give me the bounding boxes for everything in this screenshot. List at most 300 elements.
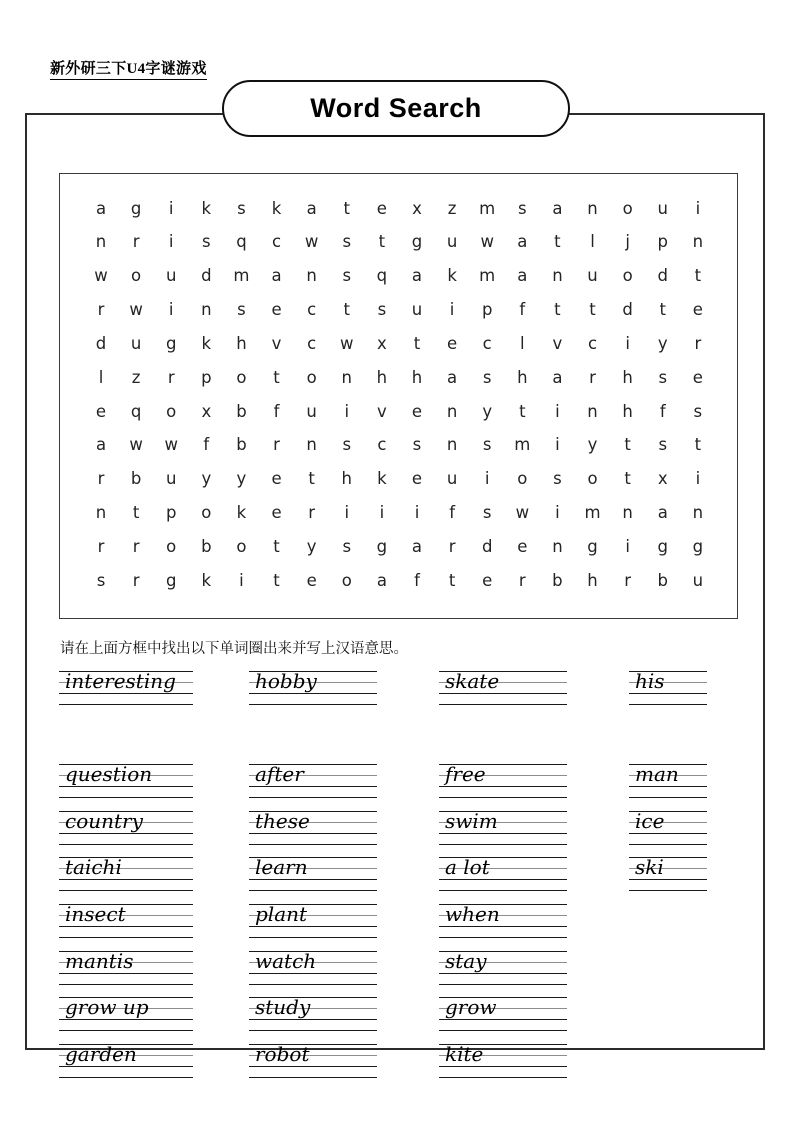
- grid-letter: n: [622, 503, 633, 523]
- grid-row: [90, 395, 709, 429]
- word-entry: when: [445, 901, 500, 926]
- grid-letter: x: [376, 333, 387, 353]
- grid-letter: k: [447, 266, 457, 286]
- grid-letter: h: [517, 367, 528, 387]
- grid-letter: e: [376, 198, 387, 218]
- word-entry: study: [255, 995, 311, 1020]
- letter-grid: [60, 174, 737, 618]
- grid-letter: i: [555, 401, 560, 421]
- word-entry: robot: [255, 1041, 310, 1066]
- grid-letter: f: [414, 570, 420, 590]
- grid-letter: i: [555, 435, 560, 455]
- grid-letter: a: [552, 367, 563, 387]
- word-slot-empty[interactable]: [629, 896, 707, 943]
- grid-letter: u: [587, 266, 598, 286]
- grid-letter: t: [694, 266, 702, 286]
- word-slot-empty[interactable]: [59, 710, 193, 757]
- grid-letter: t: [624, 469, 631, 489]
- grid-letter: f: [273, 401, 280, 421]
- grid-letter: s: [342, 536, 352, 556]
- word-slot[interactable]: [249, 756, 377, 803]
- word-slot[interactable]: [59, 1036, 193, 1083]
- word-slot[interactable]: [249, 989, 377, 1036]
- word-list: [59, 663, 749, 1082]
- grid-letter: e: [271, 469, 282, 489]
- grid-letter: o: [236, 367, 247, 387]
- grid-letter: b: [552, 570, 563, 590]
- grid-letter: i: [449, 300, 455, 320]
- grid-letter: n: [587, 401, 598, 421]
- grid-letter: i: [379, 503, 385, 523]
- grid-letter: s: [482, 435, 492, 455]
- grid-letter: t: [554, 300, 561, 320]
- grid-letter: r: [448, 536, 456, 556]
- grid-letter: s: [237, 300, 246, 320]
- grid-letter: p: [165, 503, 177, 523]
- word-column: [249, 663, 439, 1082]
- grid-letter: s: [412, 435, 422, 455]
- word-slot[interactable]: [629, 803, 707, 850]
- grid-letter: t: [659, 300, 666, 320]
- grid-row: [90, 226, 709, 260]
- word-slot-empty[interactable]: [439, 710, 567, 757]
- grid-letter: n: [552, 266, 563, 286]
- word-slot[interactable]: [59, 896, 193, 943]
- word-slot[interactable]: [249, 849, 377, 896]
- grid-letter: l: [98, 367, 104, 387]
- word-slot[interactable]: [249, 943, 377, 990]
- grid-letter: n: [95, 232, 107, 252]
- grid-row: [90, 293, 709, 327]
- word-entry: learn: [255, 855, 308, 880]
- grid-letter: n: [446, 401, 458, 421]
- grid-letter: e: [517, 536, 528, 556]
- grid-letter: n: [201, 300, 212, 320]
- word-entry: mantis: [65, 948, 134, 973]
- grid-letter: p: [657, 232, 668, 252]
- grid-letter: a: [411, 536, 423, 556]
- grid-letter: s: [202, 232, 211, 252]
- grid-letter: v: [271, 333, 282, 353]
- grid-letter: m: [233, 266, 250, 286]
- grid-letter: a: [447, 367, 458, 387]
- grid-letter: e: [482, 570, 493, 590]
- ruled-line: [59, 797, 193, 798]
- grid-letter: n: [306, 266, 317, 286]
- grid-letter: a: [517, 232, 528, 252]
- grid-letter: g: [587, 536, 598, 556]
- word-entry: ice: [635, 808, 665, 833]
- word-entry: garden: [65, 1041, 137, 1066]
- grid-letter: d: [95, 333, 107, 353]
- grid-row: [90, 192, 709, 226]
- grid-letter: t: [519, 401, 526, 421]
- grid-letter: k: [201, 333, 212, 353]
- grid-letter: s: [342, 266, 352, 286]
- grid-letter: r: [132, 570, 140, 590]
- grid-letter: r: [694, 333, 702, 353]
- grid-letter: h: [236, 333, 247, 353]
- grid-letter: k: [201, 570, 212, 590]
- grid-letter: u: [692, 570, 704, 590]
- ruled-line: [629, 890, 707, 891]
- grid-letter: t: [448, 570, 456, 590]
- grid-letter: w: [94, 266, 108, 286]
- grid-letter: r: [589, 367, 596, 387]
- grid-letter: s: [658, 367, 668, 387]
- grid-letter: e: [447, 333, 458, 353]
- word-column: [59, 663, 249, 1082]
- grid-letter: t: [624, 435, 631, 455]
- grid-letter: x: [201, 401, 212, 421]
- grid-letter: w: [164, 435, 178, 455]
- word-slot-empty[interactable]: [629, 989, 707, 1036]
- word-slot-empty[interactable]: [629, 943, 707, 990]
- grid-letter: s: [377, 300, 387, 320]
- grid-letter: x: [657, 469, 668, 489]
- grid-letter: a: [657, 503, 668, 523]
- word-entry: taichi: [65, 855, 122, 880]
- grid-letter: o: [306, 367, 317, 387]
- grid-letter: t: [694, 435, 702, 455]
- grid-letter: h: [622, 367, 633, 387]
- grid-letter: n: [692, 232, 704, 252]
- grid-letter: i: [625, 536, 630, 556]
- grid-letter: i: [695, 469, 701, 489]
- grid-letter: c: [587, 333, 598, 353]
- grid-letter: b: [236, 435, 247, 455]
- word-column: [629, 663, 749, 1082]
- grid-letter: i: [344, 401, 350, 421]
- grid-letter: n: [692, 503, 704, 523]
- grid-letter: y: [201, 469, 212, 489]
- grid-letter: n: [587, 198, 598, 218]
- ruled-line: [439, 704, 567, 705]
- grid-letter: t: [413, 333, 421, 353]
- grid-letter: y: [236, 469, 247, 489]
- grid-letter: r: [132, 232, 140, 252]
- grid-letter: k: [236, 503, 247, 523]
- grid-letter: r: [132, 536, 140, 556]
- grid-letter: d: [201, 266, 212, 286]
- grid-letter: r: [97, 469, 105, 489]
- grid-letter: p: [481, 300, 493, 320]
- word-entry: hobby: [255, 669, 317, 693]
- word-slot-empty[interactable]: [629, 710, 707, 757]
- grid-letter: c: [377, 435, 387, 455]
- grid-letter: d: [622, 300, 633, 320]
- grid-letter: t: [554, 232, 561, 252]
- worksheet-title-pill: [222, 80, 570, 137]
- ruled-line: [439, 1030, 567, 1031]
- grid-letter: n: [552, 536, 563, 556]
- grid-letter: e: [271, 503, 282, 523]
- grid-letter: h: [341, 469, 352, 489]
- grid-letter: t: [273, 536, 280, 556]
- grid-letter: g: [411, 232, 423, 252]
- word-slot-empty[interactable]: [249, 710, 377, 757]
- word-slot[interactable]: [249, 1036, 377, 1083]
- grid-letter: u: [306, 401, 317, 421]
- grid-letter: g: [165, 333, 177, 353]
- grid-row: [90, 496, 709, 530]
- word-slot[interactable]: [439, 849, 567, 896]
- grid-letter: i: [484, 469, 490, 489]
- grid-letter: s: [96, 570, 106, 590]
- grid-letter: s: [693, 401, 703, 421]
- grid-letter: t: [308, 469, 315, 489]
- grid-letter: q: [376, 266, 388, 286]
- grid-letter: r: [97, 536, 105, 556]
- ruled-line: [59, 844, 193, 845]
- ruled-line: [249, 937, 377, 938]
- ruled-line: [439, 844, 567, 845]
- grid-letter: y: [482, 401, 493, 421]
- grid-letter: i: [695, 198, 701, 218]
- grid-letter: w: [340, 333, 354, 353]
- grid-letter: e: [692, 367, 703, 387]
- word-slot[interactable]: [439, 896, 567, 943]
- ruled-line: [249, 890, 377, 891]
- ruled-line: [249, 984, 377, 985]
- word-entry: after: [255, 762, 304, 787]
- grid-letter: a: [517, 266, 528, 286]
- grid-letter: b: [130, 469, 142, 489]
- grid-letter: d: [657, 266, 668, 286]
- word-entry: interesting: [65, 669, 176, 693]
- grid-letter: i: [239, 570, 244, 590]
- ruled-line: [249, 704, 377, 705]
- grid-letter: o: [622, 266, 633, 286]
- grid-letter: k: [271, 198, 282, 218]
- grid-letter: q: [236, 232, 247, 252]
- grid-letter: f: [203, 435, 210, 455]
- grid-letter: c: [307, 300, 317, 320]
- grid-letter: w: [515, 503, 530, 523]
- grid-letter: m: [479, 266, 496, 286]
- grid-row: [90, 429, 709, 463]
- grid-letter: e: [411, 401, 423, 421]
- word-entry: these: [255, 808, 310, 833]
- grid-letter: r: [518, 570, 526, 590]
- word-slot[interactable]: [439, 943, 567, 990]
- ruled-line: [439, 937, 567, 938]
- grid-letter: e: [692, 300, 703, 320]
- ruled-line: [629, 797, 707, 798]
- word-entry: man: [635, 762, 679, 787]
- grid-letter: a: [376, 570, 387, 590]
- document-heading: 新外研三下U4字谜游戏: [50, 57, 207, 80]
- grid-letter: h: [622, 401, 633, 421]
- grid-letter: s: [342, 435, 352, 455]
- word-slot[interactable]: [439, 1036, 567, 1083]
- grid-letter: u: [657, 198, 668, 218]
- word-entry: free: [445, 762, 486, 787]
- grid-letter: o: [622, 198, 633, 218]
- grid-letter: i: [414, 503, 420, 523]
- grid-letter: g: [376, 536, 388, 556]
- word-slot[interactable]: [629, 849, 707, 896]
- word-column: [439, 663, 629, 1082]
- grid-letter: t: [343, 198, 350, 218]
- word-slot[interactable]: [249, 663, 377, 710]
- ruled-line: [249, 1030, 377, 1031]
- grid-letter: a: [411, 266, 423, 286]
- grid-letter: d: [481, 536, 493, 556]
- grid-letter: o: [341, 570, 352, 590]
- grid-letter: c: [272, 232, 282, 252]
- word-slot[interactable]: [249, 803, 377, 850]
- grid-row: [90, 361, 709, 395]
- grid-letter: u: [411, 300, 423, 320]
- word-entry: question: [65, 762, 153, 787]
- grid-row: [90, 327, 709, 361]
- grid-letter: o: [131, 266, 142, 286]
- grid-letter: i: [168, 198, 174, 218]
- grid-letter: b: [657, 570, 668, 590]
- word-slot[interactable]: [439, 989, 567, 1036]
- grid-letter: o: [517, 469, 528, 489]
- word-search-grid-box: [59, 173, 738, 619]
- word-slot[interactable]: [629, 663, 707, 710]
- grid-letter: c: [482, 333, 492, 353]
- grid-letter: i: [625, 333, 630, 353]
- grid-letter: e: [271, 300, 282, 320]
- grid-letter: u: [130, 333, 142, 353]
- ruled-line: [629, 844, 707, 845]
- grid-letter: i: [344, 503, 350, 523]
- grid-letter: o: [587, 469, 598, 489]
- grid-letter: f: [519, 300, 526, 320]
- ruled-line: [439, 984, 567, 985]
- ruled-line: [59, 937, 193, 938]
- grid-letter: s: [342, 232, 352, 252]
- grid-letter: h: [587, 570, 598, 590]
- grid-letter: g: [692, 536, 704, 556]
- word-slot[interactable]: [439, 803, 567, 850]
- grid-letter: s: [482, 367, 492, 387]
- grid-letter: s: [553, 469, 562, 489]
- grid-letter: s: [237, 198, 246, 218]
- grid-letter: b: [201, 536, 212, 556]
- word-slot[interactable]: [629, 756, 707, 803]
- ruled-line: [439, 797, 567, 798]
- word-slot[interactable]: [59, 943, 193, 990]
- grid-letter: k: [377, 469, 387, 489]
- grid-letter: a: [271, 266, 282, 286]
- grid-letter: r: [97, 300, 105, 320]
- grid-letter: e: [95, 401, 107, 421]
- word-slot-empty[interactable]: [629, 1036, 707, 1083]
- grid-letter: a: [552, 198, 563, 218]
- word-slot[interactable]: [59, 849, 193, 896]
- grid-letter: j: [625, 232, 630, 252]
- word-entry: grow: [445, 995, 497, 1020]
- grid-letter: c: [307, 333, 317, 353]
- grid-letter: r: [308, 503, 316, 523]
- word-slot[interactable]: [439, 756, 567, 803]
- ruled-line: [249, 844, 377, 845]
- grid-letter: q: [130, 401, 142, 421]
- ruled-line: [59, 984, 193, 985]
- grid-letter: p: [201, 367, 212, 387]
- grid-letter: e: [411, 469, 423, 489]
- ruled-line: [59, 1030, 193, 1031]
- grid-letter: n: [341, 367, 352, 387]
- grid-letter: v: [376, 401, 387, 421]
- grid-letter: u: [165, 266, 177, 286]
- grid-letter: t: [273, 367, 280, 387]
- grid-row: [90, 564, 709, 598]
- word-slot[interactable]: [439, 663, 567, 710]
- grid-letter: y: [306, 536, 317, 556]
- ruled-line: [249, 797, 377, 798]
- grid-letter: i: [555, 503, 560, 523]
- grid-letter: a: [306, 198, 317, 218]
- grid-letter: s: [658, 435, 668, 455]
- grid-letter: g: [165, 570, 177, 590]
- word-slot[interactable]: [59, 803, 193, 850]
- word-entry: grow up: [65, 995, 149, 1020]
- grid-letter: t: [273, 570, 280, 590]
- grid-letter: w: [480, 232, 494, 252]
- grid-letter: y: [657, 333, 668, 353]
- word-slot[interactable]: [249, 896, 377, 943]
- grid-letter: l: [520, 333, 525, 353]
- grid-letter: o: [236, 536, 247, 556]
- instruction-text: 请在上面方框中找出以下单词圈出来并写上汉语意思。: [60, 641, 408, 657]
- grid-letter: o: [166, 536, 177, 556]
- grid-letter: f: [659, 401, 666, 421]
- grid-letter: n: [446, 435, 458, 455]
- word-entry: plant: [255, 901, 308, 926]
- grid-letter: m: [479, 198, 496, 218]
- grid-letter: u: [165, 469, 177, 489]
- grid-letter: v: [552, 333, 563, 353]
- grid-row: [90, 260, 709, 294]
- grid-letter: x: [412, 198, 422, 218]
- word-slot[interactable]: [59, 663, 193, 710]
- grid-letter: z: [131, 367, 141, 387]
- ruled-line: [439, 890, 567, 891]
- word-slot[interactable]: [59, 756, 193, 803]
- grid-letter: w: [129, 435, 143, 455]
- grid-letter: g: [657, 536, 668, 556]
- word-entry: skate: [445, 669, 500, 693]
- grid-letter: h: [376, 367, 388, 387]
- grid-letter: s: [518, 198, 527, 218]
- word-entry: ski: [635, 855, 664, 880]
- grid-letter: r: [273, 435, 280, 455]
- grid-letter: g: [130, 198, 142, 218]
- ruled-line: [249, 1077, 377, 1078]
- word-entry: a lot: [445, 855, 490, 880]
- grid-row: [90, 530, 709, 564]
- grid-row: [90, 463, 709, 497]
- grid-letter: h: [411, 367, 423, 387]
- word-entry: country: [65, 808, 143, 833]
- word-slot[interactable]: [59, 989, 193, 1036]
- grid-letter: w: [129, 300, 143, 320]
- word-entry: swim: [445, 808, 498, 833]
- word-entry: his: [635, 669, 665, 693]
- grid-letter: z: [447, 198, 457, 218]
- grid-letter: l: [590, 232, 595, 252]
- word-entry: kite: [445, 1041, 484, 1066]
- ruled-line: [439, 1077, 567, 1078]
- grid-letter: r: [167, 367, 175, 387]
- grid-letter: s: [482, 503, 492, 523]
